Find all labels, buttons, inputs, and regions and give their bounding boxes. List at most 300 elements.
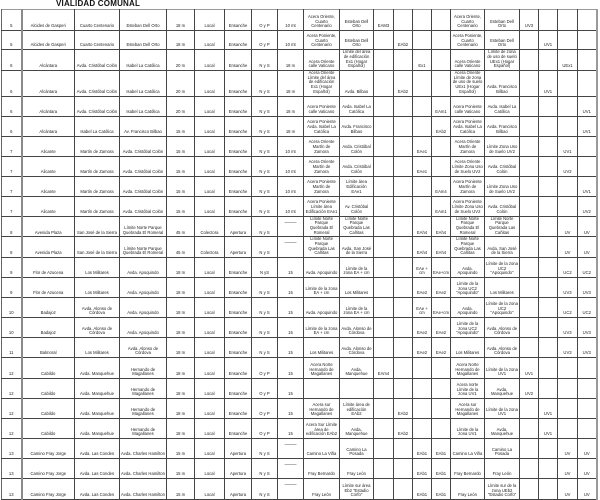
cell-street-name: Camino Fray Jorge	[22, 459, 75, 479]
cell-code-2	[394, 459, 413, 479]
cell-distance: 15	[278, 358, 304, 379]
cell-width: 15 m	[167, 116, 195, 136]
cell-zone-code-2	[539, 196, 558, 216]
cell-street-name: Avenida Plaza	[22, 237, 75, 258]
cell-limit-to: Esteban Dell Orto	[340, 10, 374, 31]
cell-from: Avda. Manquehue	[75, 419, 120, 439]
cell-to: Avda. Cristóbal Colón	[120, 196, 167, 216]
cell-code-2	[394, 10, 413, 31]
cell-sides: N y S	[252, 116, 278, 136]
cell-zone-code-2	[539, 379, 558, 399]
cell-code-4	[432, 136, 451, 156]
cell-zone-to: Esteban Dell Orto	[485, 10, 520, 31]
cell-zone-from: Límite de la zona UC2 "Apoquindo"	[451, 278, 485, 298]
cell-type: Local	[195, 399, 225, 419]
cell-to: Esteban Dell Orto	[120, 31, 167, 50]
cell-from: Avda. Cristóbal Colón	[75, 96, 120, 116]
cell-class: Ensanche	[225, 50, 252, 71]
cell-limit-from: Acera Oriente, Cuarto Centenario	[304, 10, 340, 31]
cell-to: Avda. Charles Hamilton	[120, 459, 167, 479]
page-title: VIALIDAD COMUNAL	[56, 0, 141, 8]
cell-zone-code-3: UC2	[558, 258, 578, 278]
cell-limit-to: Camino La Posada	[340, 439, 374, 459]
cell-street-name: Camino Fray Jorge	[22, 479, 75, 500]
cell-code-1	[374, 479, 394, 500]
table-row	[2, 318, 597, 338]
cell-distance: 15	[278, 419, 304, 439]
cell-width: 15 m	[167, 196, 195, 216]
cell-street-name: Alicante	[22, 136, 75, 156]
cell-zone-to: Avda. Manquehue	[485, 419, 520, 439]
cell-distance: ——	[278, 459, 304, 479]
cell-zone-to: Fray León	[485, 459, 520, 479]
cell-zone-code-4: UV2	[578, 196, 597, 216]
cell-zone-code-2	[539, 459, 558, 479]
cell-zone-code-1	[520, 459, 539, 479]
cell-zone-code-2	[539, 10, 558, 31]
cell-width: 18 m	[167, 10, 195, 31]
cell-code-3: EAb1	[413, 439, 432, 459]
cell-sides: N y S	[252, 71, 278, 97]
cell-zone-code-3: UV3	[558, 318, 578, 338]
cell-zone-code-1: UV3	[520, 10, 539, 31]
cell-to: Hernando de Magallanes	[120, 358, 167, 379]
cell-zone-code-1	[520, 399, 539, 419]
cell-class: Ensanche	[225, 196, 252, 216]
cell-street-name: Alicante	[22, 156, 75, 176]
cell-zone-from: Acera Poniente, Cuarto Centenario	[451, 31, 485, 50]
table-row	[2, 258, 597, 278]
cell-class: Ensanche	[225, 176, 252, 196]
cell-code-1	[374, 31, 394, 50]
cell-code-1	[374, 298, 394, 318]
cell-from: Avda. Manquehue	[75, 358, 120, 379]
cell-sides: O y P	[252, 379, 278, 399]
cell-sides: N y S	[252, 318, 278, 338]
cell-limit-to: Límite área Edificación EAe1	[340, 176, 374, 196]
cell-street-name: Alicante	[22, 196, 75, 216]
cell-type: Local	[195, 338, 225, 358]
cell-width: 15 m	[167, 156, 195, 176]
table-row	[2, 176, 597, 196]
cell-street-name: Flor de Azucena	[22, 258, 75, 278]
cell-type: Colectora	[195, 216, 225, 237]
cell-street-name: Balmoral	[22, 338, 75, 358]
cell-zone-code-3	[558, 196, 578, 216]
cell-zone-to: Límite Zona Uso de Suelo UV2	[485, 176, 520, 196]
cell-code-2	[394, 116, 413, 136]
cell-to: Avda. Alonso de Córdova	[120, 338, 167, 358]
cell-zone-from: Acera Oriente Martín de Zamora	[451, 136, 485, 156]
cell-street-name: Cabildo	[22, 399, 75, 419]
cell-distance: 18 m	[278, 71, 304, 97]
cell-zone-from: Acera Oriente Límite de zona de uso de suelo UEx1 (Hogar Español)	[451, 71, 485, 97]
cell-zone-code-4	[578, 156, 597, 176]
cell-from: Avda. Las Condes	[75, 459, 120, 479]
cell-code-3	[413, 10, 432, 31]
cell-zone-code-4	[578, 50, 597, 71]
cell-limit-to: Límite área de edificación EAb2	[340, 399, 374, 419]
cell-number: 11	[2, 338, 22, 358]
cell-street-name: Alcántara	[22, 96, 75, 116]
cell-code-1: EAM3	[374, 10, 394, 31]
cell-zone-code-2	[539, 358, 558, 379]
cell-code-4: EAe+cm	[432, 298, 451, 318]
cell-zone-code-2: UV1	[539, 31, 558, 50]
cell-code-4	[432, 156, 451, 176]
cell-code-1	[374, 71, 394, 97]
cell-code-1	[374, 459, 394, 479]
cell-zone-code-4: UV	[578, 439, 597, 459]
cell-code-3	[413, 379, 432, 399]
cell-distance: 10 mt	[278, 136, 304, 156]
cell-code-4: EAb1	[432, 459, 451, 479]
cell-distance: 10 mt	[278, 196, 304, 216]
cell-number: 5	[2, 31, 22, 50]
cell-zone-code-2	[539, 156, 558, 176]
cell-zone-code-2	[539, 318, 558, 338]
cell-code-2: EAb2	[394, 31, 413, 50]
cell-from: Cuarto Centenario	[75, 10, 120, 31]
cell-zone-code-2	[539, 278, 558, 298]
cell-zone-from: Acera Oriente calle Vaticano	[451, 50, 485, 71]
cell-limit-from: Acera Oriente Martín de Zamora	[304, 156, 340, 176]
cell-zone-code-2: UV1	[539, 419, 558, 439]
cell-limit-to: Av. Cristóbal Colón	[340, 196, 374, 216]
cell-zone-from: Límite Norte Parque Quebrada El Romeral	[451, 216, 485, 237]
cell-limit-from: Fray León	[304, 479, 340, 500]
cell-number: 7	[2, 176, 22, 196]
cell-limit-to: Límite de la zona EA + cm	[340, 258, 374, 278]
cell-street-name: Alcántara	[22, 50, 75, 71]
cell-distance: 18 m	[278, 96, 304, 116]
cell-zone-code-4	[578, 71, 597, 97]
table-row	[2, 338, 597, 358]
cell-code-2	[394, 318, 413, 338]
cell-width: 20 m	[167, 50, 195, 71]
cell-type: Local	[195, 318, 225, 338]
cell-from: San José de la Sierra	[75, 237, 120, 258]
cell-code-3: EAe2	[413, 318, 432, 338]
cell-code-2	[394, 176, 413, 196]
cell-zone-code-1	[520, 419, 539, 439]
cell-type: Colectora	[195, 237, 225, 258]
cell-code-2	[394, 258, 413, 278]
cell-street-name: Cabildo	[22, 358, 75, 379]
table-row	[2, 237, 597, 258]
cell-zone-code-1	[520, 216, 539, 237]
cell-zone-to: Avda. Alonso de Córdova	[485, 318, 520, 338]
cell-code-2	[394, 96, 413, 116]
cell-zone-to: Avda. Cristóbal Colón	[485, 196, 520, 216]
cell-limit-from: Acera Oriente Martín de Zamora	[304, 136, 340, 156]
cell-type: Local	[195, 176, 225, 196]
cell-zone-code-1	[520, 71, 539, 97]
cell-type: Local	[195, 258, 225, 278]
cell-code-1	[374, 156, 394, 176]
cell-sides: N y S	[252, 237, 278, 258]
cell-zone-code-3: UV	[558, 237, 578, 258]
cell-width: 18 m	[167, 419, 195, 439]
cell-to: Isabel La Católica	[120, 50, 167, 71]
table-row	[2, 358, 597, 379]
cell-distance: 18 m	[278, 50, 304, 71]
cell-width: 18 m	[167, 379, 195, 399]
cell-code-1	[374, 439, 394, 459]
cell-limit-from: Avda. Apoquindo	[304, 298, 340, 318]
cell-type: Local	[195, 298, 225, 318]
cell-zone-to: Límite Norte Parque Quebrada Las Cañitas	[485, 216, 520, 237]
cell-zone-code-3: UV	[558, 216, 578, 237]
table-row	[2, 156, 597, 176]
cell-number: 6	[2, 50, 22, 71]
table-row	[2, 50, 597, 71]
cell-code-3	[413, 176, 432, 196]
cell-zone-to: Avda. Alonso de Córdova	[485, 338, 520, 358]
cell-from: Avda. Cristóbal Colón	[75, 71, 120, 97]
cell-class: Ensanche	[225, 31, 252, 50]
cell-distance: 15	[278, 318, 304, 338]
cell-class: Ensanche	[225, 10, 252, 31]
cell-sides: N y S	[252, 96, 278, 116]
cell-limit-from: Acera Oriente calle Vaticano	[304, 50, 340, 71]
cell-zone-code-3: UC2	[558, 298, 578, 318]
cell-sides: O y P	[252, 399, 278, 419]
cell-zone-code-1	[520, 318, 539, 338]
cell-limit-to: Avda. Alonso de Córdova	[340, 318, 374, 338]
cell-zone-code-2	[539, 96, 558, 116]
cell-zone-code-4: UV3	[578, 278, 597, 298]
cell-zone-code-1	[520, 176, 539, 196]
cell-from: San José de la Sierra	[75, 216, 120, 237]
cell-from: Avda. Las Condes	[75, 479, 120, 500]
cell-type: Local	[195, 479, 225, 500]
cell-zone-to: Esteban Dell Orto	[485, 31, 520, 50]
cell-to: Avda. Apoquindo	[120, 258, 167, 278]
cell-zone-code-2	[539, 298, 558, 318]
cell-distance: 10 mt	[278, 156, 304, 176]
cell-limit-to: Límite Norte Parque Quebrada Las Cañitas	[340, 216, 374, 237]
cell-sides: O y P	[252, 419, 278, 439]
cell-limit-to: Límite de la zona EA + cm	[340, 298, 374, 318]
cell-zone-from: Avda. Apoquindo	[451, 258, 485, 278]
cell-distance: 10 mt	[278, 176, 304, 196]
cell-to: Avda. Apoquindo	[120, 298, 167, 318]
cell-limit-from: Acera Sur Límite área de edificación EAb2	[304, 419, 340, 439]
cell-number: 6	[2, 116, 22, 136]
cell-width: 18 m	[167, 298, 195, 318]
cell-zone-code-2	[539, 237, 558, 258]
cell-code-4: EAm4	[432, 176, 451, 196]
cell-sides: N y S	[252, 176, 278, 196]
cell-code-1	[374, 237, 394, 258]
cell-zone-from: Límite de la zona UC2 "Apoquindo"	[451, 318, 485, 338]
table-row	[2, 298, 597, 318]
cell-class: Ensanche	[225, 278, 252, 298]
cell-to: Avda. Charles Hamilton	[120, 479, 167, 500]
cell-from: Martín de Zamora	[75, 156, 120, 176]
cell-width: 15 m	[167, 459, 195, 479]
cell-zone-from: Límite Norte Parque Quebrada Las Cañitas	[451, 237, 485, 258]
cell-limit-to: Avda. Cristóbal Colón	[340, 136, 374, 156]
cell-zone-to: Límite de la zona UC2 "Apoquindo"	[485, 258, 520, 278]
cell-code-1	[374, 258, 394, 278]
cell-from: Avda. Las Condes	[75, 439, 120, 459]
cell-zone-code-4: UV1	[578, 116, 597, 136]
cell-limit-from: Límite Norte Parque Quebrada El Romeral	[304, 216, 340, 237]
cell-distance: 15	[278, 399, 304, 419]
cell-zone-to: Avda. San José de la Sierra	[485, 237, 520, 258]
cell-sides: N y S	[252, 156, 278, 176]
cell-sides: N y S	[252, 196, 278, 216]
cell-type: Local	[195, 459, 225, 479]
cell-zone-code-1	[520, 298, 539, 318]
cell-zone-code-4	[578, 399, 597, 419]
cell-width: 18 m	[167, 31, 195, 50]
cell-limit-to: Límite sur área Eb2 "Estadio Corfo"	[340, 479, 374, 500]
cell-limit-to	[340, 379, 374, 399]
table-row	[2, 439, 597, 459]
cell-to: Avda. Cristóbal Colón	[120, 136, 167, 156]
cell-class: Apertura	[225, 439, 252, 459]
cell-zone-code-4	[578, 358, 597, 379]
cell-class: Ensanche	[225, 318, 252, 338]
cell-code-4: EAb1	[432, 439, 451, 459]
cell-zone-code-1	[520, 116, 539, 136]
cell-zone-to: Avda. Francisco Bilbao	[485, 71, 520, 97]
cell-width: 15 m	[167, 176, 195, 196]
cell-zone-code-4: UV	[578, 237, 597, 258]
cell-zone-code-3: UV3	[558, 278, 578, 298]
cell-width: 18 m	[167, 338, 195, 358]
cell-from: Martín de Zamora	[75, 176, 120, 196]
cell-code-3	[413, 96, 432, 116]
cell-zone-to: Límite Zona Uso de Suelo UV2	[485, 136, 520, 156]
cell-street-name: Flor de Azucena	[22, 278, 75, 298]
cell-class: Ensanche	[225, 379, 252, 399]
cell-class: Ensanche	[225, 258, 252, 278]
cell-limit-from: Los Militares	[304, 338, 340, 358]
table-row	[2, 31, 597, 50]
cell-distance: 10 mt	[278, 10, 304, 31]
cell-code-2	[394, 439, 413, 459]
cell-limit-from: Límite de la zona EA + cm	[304, 278, 340, 298]
cell-from: Los Militares	[75, 278, 120, 298]
table-row	[2, 71, 597, 97]
cell-zone-code-3	[558, 71, 578, 97]
cell-zone-code-1	[520, 338, 539, 358]
cell-number: 6	[2, 96, 22, 116]
cell-limit-from: Límite de la zona EA + cm	[304, 318, 340, 338]
cell-type: Local	[195, 379, 225, 399]
cell-class: Ensanche	[225, 338, 252, 358]
cell-zone-code-3	[558, 116, 578, 136]
cell-code-4	[432, 50, 451, 71]
cell-code-1	[374, 196, 394, 216]
cell-type: Local	[195, 358, 225, 379]
cell-limit-from: Acera Poniente Avda. Isabel La Católica	[304, 116, 340, 136]
cell-code-3: EAh4	[413, 237, 432, 258]
cell-type: Local	[195, 278, 225, 298]
cell-code-1	[374, 136, 394, 156]
cell-sides: N y S	[252, 278, 278, 298]
cell-zone-code-3	[558, 379, 578, 399]
cell-zone-to: Límite de la zona UV1	[485, 358, 520, 379]
cell-zone-code-4	[578, 31, 597, 50]
cell-limit-from: Fray Bernardo	[304, 459, 340, 479]
cell-class: Ensanche	[225, 298, 252, 318]
cell-from: Martín de Zamora	[75, 136, 120, 156]
cell-zone-to: Límite de la zona UC2 "Apoquindo"	[485, 298, 520, 318]
cell-zone-to: Límite sur de la zona UEb2 "Estadio Corfo"	[485, 479, 520, 500]
cell-number: 10	[2, 298, 22, 318]
cell-width: 18 m	[167, 358, 195, 379]
cell-to: Hernando de Magallanes	[120, 419, 167, 439]
cell-code-1	[374, 216, 394, 237]
cell-zone-code-1	[520, 136, 539, 156]
cell-code-1	[374, 50, 394, 71]
cell-zone-from: Acera Norte Hernando de Magallanes	[451, 358, 485, 379]
cell-zone-code-1	[520, 96, 539, 116]
cell-code-3	[413, 31, 432, 50]
cell-zone-from: Fray Bernardo	[451, 459, 485, 479]
cell-class: Apertura	[225, 479, 252, 500]
cell-type: Local	[195, 71, 225, 97]
cell-code-2	[394, 237, 413, 258]
cell-width: 15 m	[167, 439, 195, 459]
cell-code-3	[413, 71, 432, 97]
cell-limit-to: Avda. Manquehue	[340, 358, 374, 379]
cell-sides: N y S	[252, 216, 278, 237]
cell-distance: 15	[278, 298, 304, 318]
cell-limit-from	[304, 379, 340, 399]
cell-sides: N y S	[252, 136, 278, 156]
cell-code-2	[394, 196, 413, 216]
cell-code-4	[432, 399, 451, 419]
cell-type: Local	[195, 50, 225, 71]
cell-code-1	[374, 338, 394, 358]
table-row	[2, 216, 597, 237]
cell-code-4	[432, 379, 451, 399]
cell-zone-code-1	[520, 278, 539, 298]
cell-limit-from: Acera sur Hernando de Magallanes	[304, 399, 340, 419]
cell-distance: 10 mt	[278, 31, 304, 50]
cell-distance: 15	[278, 278, 304, 298]
cell-zone-code-2	[539, 479, 558, 500]
cell-to: Avda. Cristóbal Colón	[120, 156, 167, 176]
cell-zone-to: Avda. Manquehue	[485, 379, 520, 399]
cell-width: 18 m	[167, 399, 195, 419]
cell-zone-from: Acera Poniente Avda. Isabel La Católica	[451, 116, 485, 136]
cell-from: Los Militares	[75, 338, 120, 358]
cell-zone-code-3	[558, 399, 578, 419]
cell-number: 13	[2, 459, 22, 479]
cell-zone-code-4: UV	[578, 216, 597, 237]
cell-zone-from: Acera Oriente, Cuarto Centenario	[451, 10, 485, 31]
cell-number: 9	[2, 278, 22, 298]
cell-from: Avda. Manquehue	[75, 379, 120, 399]
cell-code-1	[374, 278, 394, 298]
cell-number: 9	[2, 258, 22, 278]
cell-code-4	[432, 419, 451, 439]
cell-limit-to: Avda. Francisco Bilbao	[340, 116, 374, 136]
cell-code-2	[394, 216, 413, 237]
cell-class: Ensanche	[225, 399, 252, 419]
cell-number: 13	[2, 439, 22, 459]
cell-from: Cuarto Centenario	[75, 31, 120, 50]
cell-code-1	[374, 116, 394, 136]
cell-sides: O y P	[252, 10, 278, 31]
